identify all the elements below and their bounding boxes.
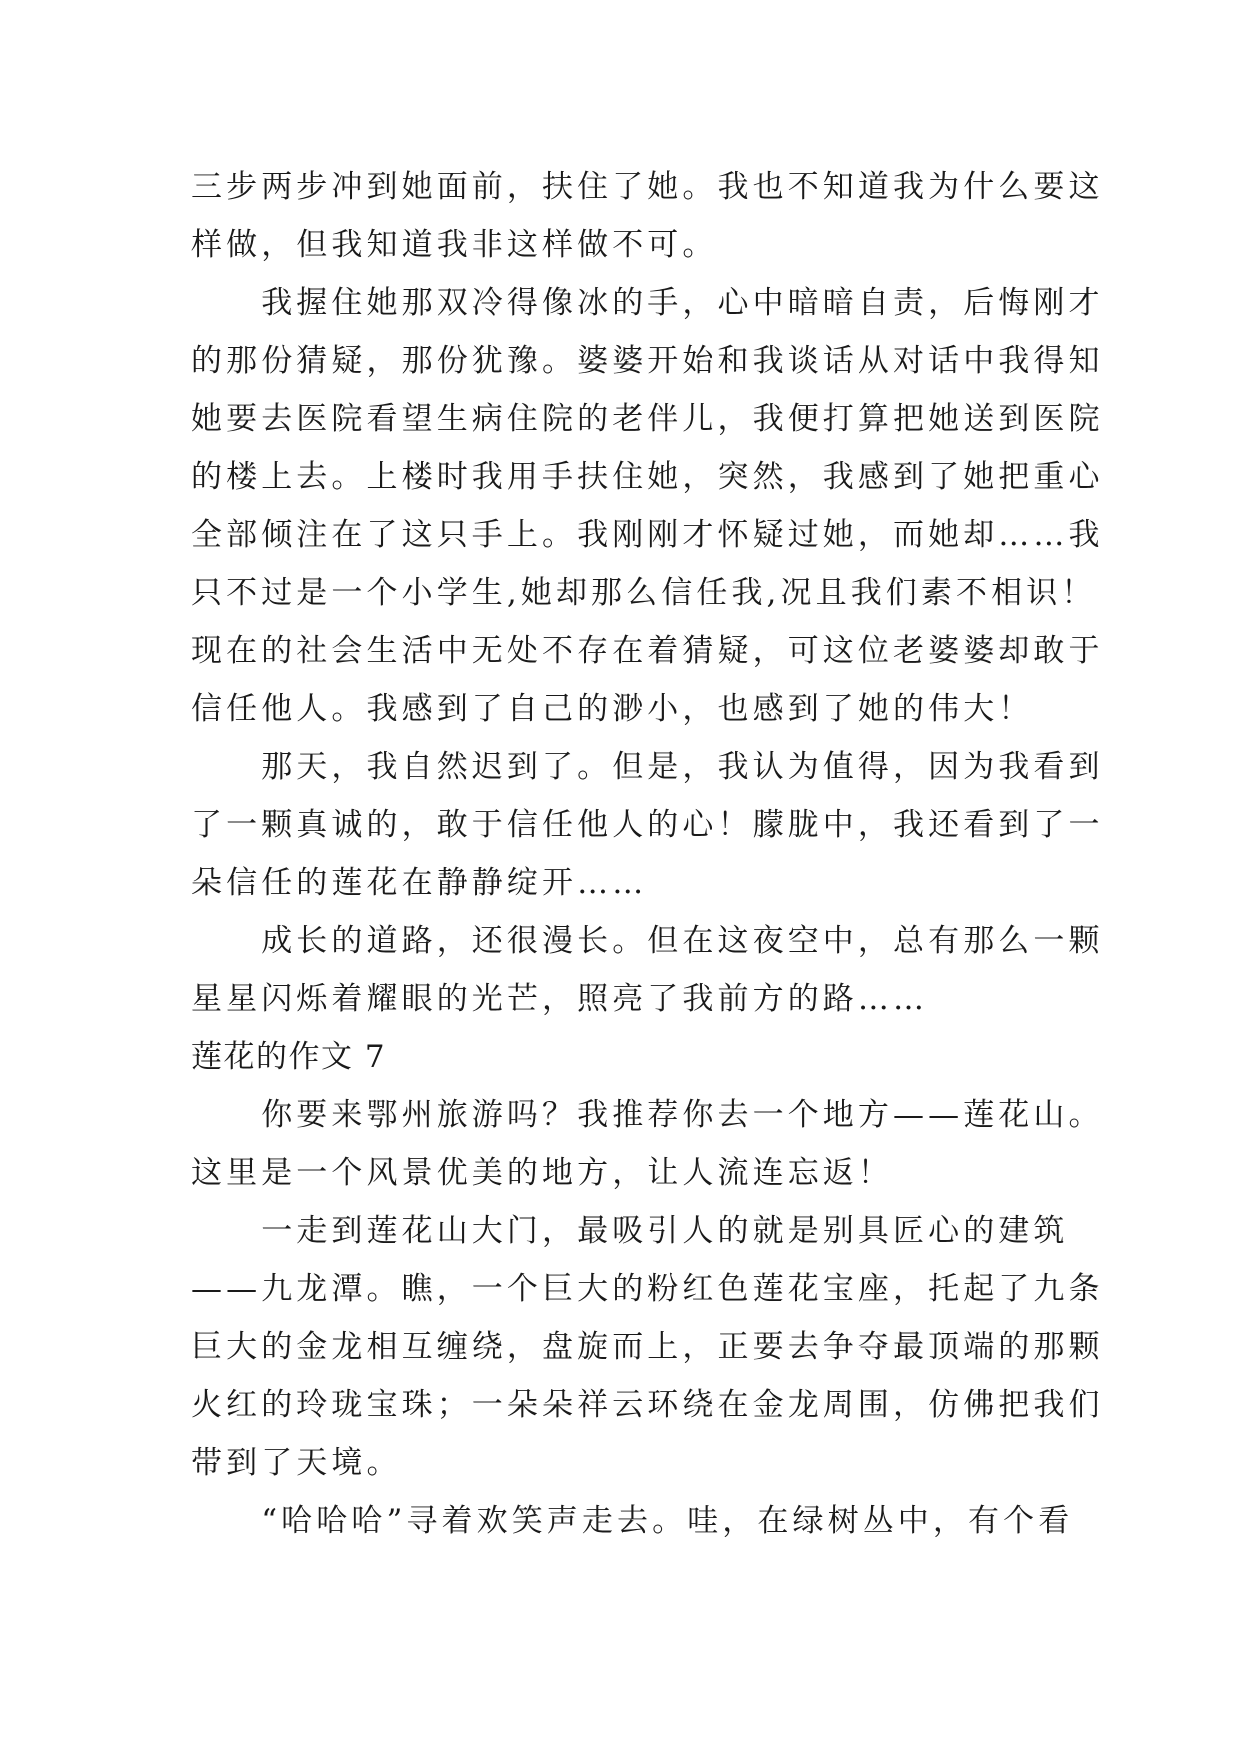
document-body	[191, 158, 1104, 1550]
text-line: 那天，我自然迟到了。但是，我认为值得，因为我看到	[191, 749, 1104, 785]
text-line: 火红的玲珑宝珠；一朵朵祥云环绕在金龙周围，仿佛把我们	[191, 1387, 1104, 1423]
text-line: 这里是一个风景优美的地方，让人流连忘返！	[191, 1155, 893, 1191]
text-line: 样做，但我知道我非这样做不可。	[191, 227, 718, 263]
text-line: 我握住她那双冷得像冰的手，心中暗暗自责，后悔刚才	[191, 285, 1104, 321]
text-line: 成长的道路，还很漫长。但在这夜空中，总有那么一颗	[191, 923, 1104, 959]
text-line: 带到了天境。	[191, 1445, 402, 1481]
text-line: 只不过是一个小学生,她却那么信任我,况且我们素不相识！	[191, 575, 1097, 611]
text-line: 信任他人。我感到了自己的渺小，也感到了她的伟大！	[191, 691, 1034, 727]
text-line: 你要来鄂州旅游吗？我推荐你去一个地方——莲花山。	[191, 1097, 1104, 1133]
text-line: 一走到莲花山大门，最吸引人的就是别具匠心的建筑	[191, 1213, 1069, 1249]
text-line: 全部倾注在了这只手上。我刚刚才怀疑过她，而她却……我	[191, 517, 1104, 553]
text-line: 现在的社会生活中无处不存在着猜疑，可这位老婆婆却敢于	[191, 633, 1104, 669]
text-line: 三步两步冲到她面前，扶住了她。我也不知道我为什么要这	[191, 169, 1104, 205]
text-line: 星星闪烁着耀眼的光芒，照亮了我前方的路……	[191, 981, 929, 1017]
text-line: 朵信任的莲花在静静绽开……	[191, 865, 648, 901]
text-line: 她要去医院看望生病住院的老伴儿，我便打算把她送到医院	[191, 401, 1104, 437]
text-line: 的那份猜疑，那份犹豫。婆婆开始和我谈话从对话中我得知	[191, 343, 1104, 379]
text-line: 了一颗真诚的，敢于信任他人的心！朦胧中，我还看到了一	[191, 807, 1104, 843]
text-line: 巨大的金龙相互缠绕，盘旋而上，正要去争夺最顶端的那颗	[191, 1329, 1104, 1365]
text-line: “哈哈哈”寻着欢笑声走去。哇，在绿树丛中，有个看	[191, 1503, 1074, 1539]
text-line: 的楼上去。上楼时我用手扶住她，突然，我感到了她把重心	[191, 459, 1104, 495]
text-line: ——九龙潭。瞧，一个巨大的粉红色莲花宝座，托起了九条	[191, 1271, 1104, 1307]
section-heading: 莲花的作文 7	[191, 1039, 387, 1075]
